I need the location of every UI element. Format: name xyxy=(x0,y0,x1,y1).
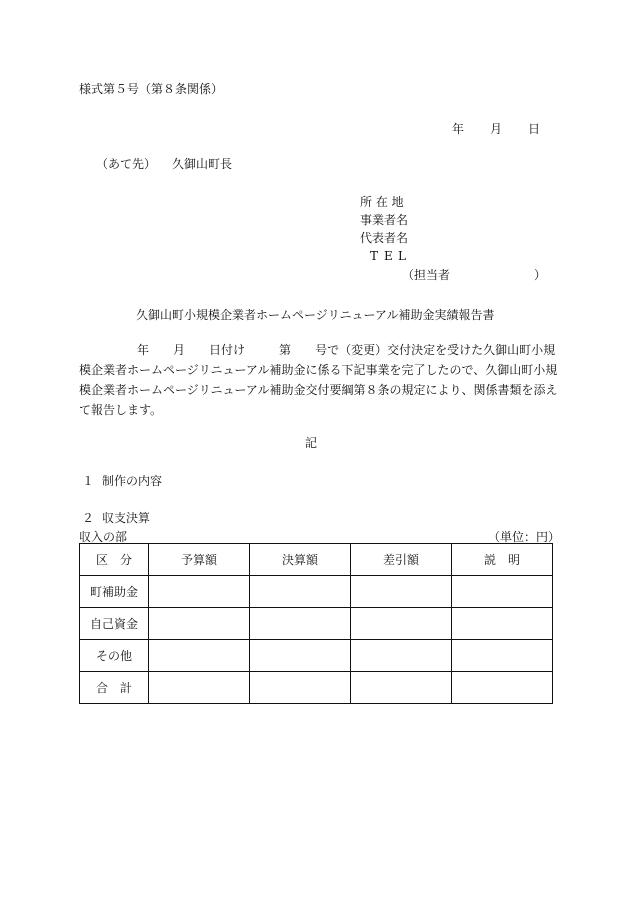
date-year: 年 xyxy=(452,122,465,136)
representative-label: 代表者名 xyxy=(360,231,409,245)
header-settlement: 決算額 xyxy=(250,544,351,576)
table-cell[interactable] xyxy=(351,672,452,704)
table-row xyxy=(80,640,553,672)
header-explanation: 説 明 xyxy=(452,544,553,576)
income-label: 収入の部 xyxy=(79,530,128,544)
addressee-name: 久御山町長 xyxy=(172,157,233,171)
table-row xyxy=(80,608,553,640)
contact-close: ） xyxy=(534,268,547,282)
date-day: 日 xyxy=(528,122,541,136)
table-cell[interactable] xyxy=(452,640,553,672)
document-title: 久御山町小規模企業者ホームページリニューアル補助金実績報告書 xyxy=(136,308,495,322)
row-label: その他 xyxy=(80,640,149,672)
table-cell[interactable] xyxy=(149,672,250,704)
header-difference: 差引額 xyxy=(351,544,452,576)
row-label: 合 計 xyxy=(80,672,149,704)
table-cell[interactable] xyxy=(351,576,452,608)
table-cell[interactable] xyxy=(452,576,553,608)
table-row xyxy=(80,672,553,704)
tel-label: T E L xyxy=(370,249,406,263)
table-header-row xyxy=(80,544,553,576)
table-cell[interactable] xyxy=(250,640,351,672)
applicant-block xyxy=(360,193,412,265)
table-cell[interactable] xyxy=(149,608,250,640)
table-cell[interactable] xyxy=(351,608,452,640)
date-line xyxy=(452,120,540,137)
section-item-1: １ 制作の内容 xyxy=(82,474,163,488)
body-line-1: 年 月 日付け 第 号で（変更）交付決定を受けた久御山町小規 xyxy=(137,343,556,357)
header-category: 区 分 xyxy=(80,544,149,576)
body-line-2: 模企業者ホームページリニューアル補助金に係る下記事業を完了したので、久御山町小規 xyxy=(79,363,558,377)
table-cell[interactable] xyxy=(452,608,553,640)
body-text xyxy=(79,340,558,420)
address-label: 所 在 地 xyxy=(360,195,404,209)
date-month: 月 xyxy=(490,122,503,136)
body-line-4: て報告します。 xyxy=(79,403,163,417)
ki-heading: 記 xyxy=(305,436,318,450)
table-cell[interactable] xyxy=(250,672,351,704)
table-cell[interactable] xyxy=(250,576,351,608)
section-item-2: ２ 収支決算 xyxy=(82,511,151,525)
contact-person xyxy=(402,266,547,283)
body-line-3: 模企業者ホームページリニューアル補助金交付要綱第８条の規定により、関係書類を添え xyxy=(79,383,558,397)
row-label: 町補助金 xyxy=(80,576,149,608)
addressee xyxy=(96,155,232,172)
table-cell[interactable] xyxy=(149,576,250,608)
addressee-prefix: （あて先） xyxy=(96,157,157,171)
row-label: 自己資金 xyxy=(80,608,149,640)
table-cell[interactable] xyxy=(250,608,351,640)
header-budget: 予算額 xyxy=(149,544,250,576)
unit-label: （単位：円） xyxy=(488,530,561,544)
table-row xyxy=(80,576,553,608)
business-name-label: 事業者名 xyxy=(360,213,409,227)
form-number: 様式第５号（第８条関係） xyxy=(79,82,224,96)
table-cell[interactable] xyxy=(351,640,452,672)
table-cell[interactable] xyxy=(149,640,250,672)
budget-table xyxy=(79,543,553,704)
table-cell[interactable] xyxy=(452,672,553,704)
contact-open: （担当者 xyxy=(402,268,451,282)
